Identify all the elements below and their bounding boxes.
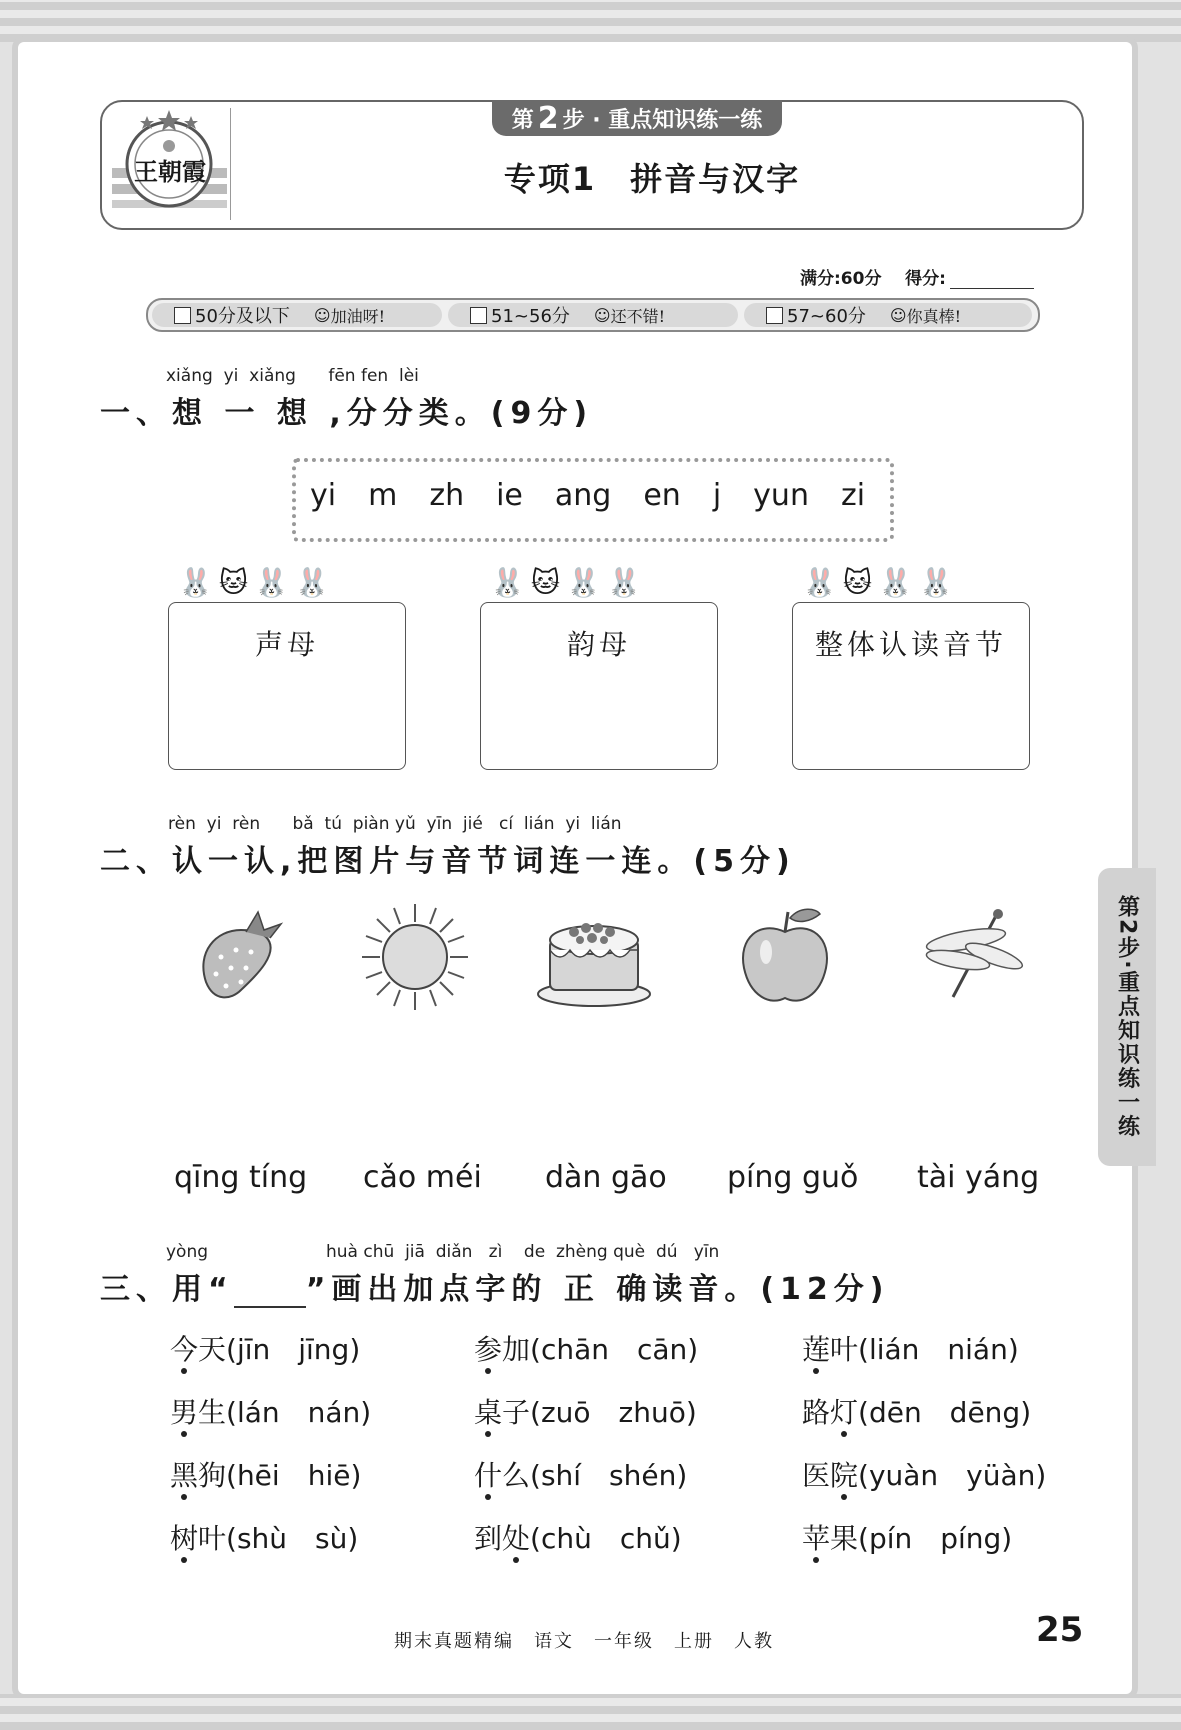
chinese-word: 黑狗	[170, 1459, 226, 1492]
pinyin-choice-item[interactable]	[802, 1391, 1031, 1431]
rating-item	[448, 303, 738, 327]
face-icon: ☺	[593, 305, 611, 325]
pinyin-choice-item[interactable]	[170, 1391, 371, 1431]
emphasis-dot	[181, 1368, 187, 1374]
score-line	[800, 264, 1034, 289]
bottom-border	[0, 1694, 1181, 1730]
pinyin-choice-item[interactable]	[802, 1517, 1012, 1557]
step-prefix: 第	[511, 107, 534, 133]
rating-comment: 你真棒!	[906, 306, 962, 326]
top-border	[0, 0, 1181, 42]
page-title: 专项1 拼音与汉字	[503, 160, 801, 198]
rating-range: 51~56分	[491, 306, 570, 327]
syllable-word[interactable]: qīng tíng	[174, 1160, 308, 1195]
pinyin-choice-item[interactable]	[170, 1328, 360, 1368]
pinyin-options[interactable]: (jīn jīng)	[226, 1333, 361, 1366]
category-label: 声母	[254, 628, 319, 661]
pinyin-options[interactable]: (shí shén)	[530, 1459, 688, 1492]
logo-text: 王朝霞	[134, 157, 206, 186]
q3-pinyin-yong: yòng	[166, 1242, 209, 1262]
rating-item	[152, 303, 442, 327]
letter: zi	[840, 478, 866, 513]
emphasis-dot	[813, 1368, 819, 1374]
side-tab: 第2步·重点知识练一练	[1098, 868, 1156, 1166]
letter: j	[712, 478, 722, 513]
rating-bar	[146, 298, 1040, 332]
page-number: 25	[1036, 1610, 1084, 1650]
pinyin-options[interactable]: (chù chǔ)	[530, 1522, 682, 1555]
letter: zh	[429, 478, 465, 513]
score-label: 得分:	[905, 269, 946, 289]
rating-range: 50分及以下	[195, 306, 290, 327]
emphasis-dot	[181, 1557, 187, 1563]
face-icon: ☺	[313, 305, 331, 325]
cake-icon[interactable]	[534, 902, 654, 1012]
pinyin-choice-item[interactable]	[474, 1328, 698, 1368]
pinyin-options[interactable]: (dēn dēng)	[858, 1396, 1032, 1429]
syllable-word[interactable]: dàn gāo	[545, 1160, 667, 1195]
footer: 期末真题精编 语文 一年级 上册 人教	[394, 1631, 774, 1652]
strawberry-icon[interactable]	[186, 902, 296, 1012]
chinese-word: 参加	[474, 1333, 530, 1366]
letter: yun	[753, 478, 809, 513]
letter: yi	[310, 478, 337, 513]
step-tab	[492, 100, 782, 136]
animal-decoration: 🐰🐱🐰🐰	[178, 566, 336, 599]
category-box[interactable]	[168, 602, 406, 770]
letter: en	[643, 478, 681, 513]
pinyin-choice-item[interactable]	[474, 1454, 687, 1494]
section-header	[100, 100, 1084, 230]
rating-item	[744, 303, 1032, 327]
pinyin-options[interactable]: (yuàn yüàn)	[858, 1459, 1047, 1492]
chinese-word: 树叶	[170, 1522, 226, 1555]
rating-comment: 还不错!	[610, 306, 666, 326]
emphasis-dot	[485, 1368, 491, 1374]
emphasis-dot	[841, 1494, 847, 1500]
syllable-word[interactable]: tài yáng	[917, 1160, 1040, 1195]
pinyin-options[interactable]: (zuō zhuō)	[530, 1396, 697, 1429]
chinese-word: 医院	[802, 1459, 858, 1492]
syllable-word[interactable]: píng guǒ	[727, 1160, 859, 1195]
emphasis-dot	[485, 1431, 491, 1437]
q3-title-a: 三、用“	[100, 1272, 234, 1307]
emphasis-dot	[813, 1557, 819, 1563]
face-icon: ☺	[889, 305, 907, 325]
step-suffix: 步 · 重点知识练一练	[562, 107, 763, 133]
chinese-word: 桌子	[474, 1396, 530, 1429]
chinese-word: 今天	[170, 1333, 226, 1366]
emphasis-dot	[181, 1431, 187, 1437]
pinyin-options[interactable]: (chān cān)	[530, 1333, 699, 1366]
full-score: 满分:60分	[800, 269, 882, 289]
q2-title: 二、认一认,把图片与音节词连一连。(5分)	[100, 844, 796, 879]
chinese-word: 苹果	[802, 1522, 858, 1555]
pinyin-options[interactable]: (lián nián)	[858, 1333, 1019, 1366]
pinyin-choice-item[interactable]	[170, 1517, 358, 1557]
animal-decoration: 🐰🐱🐰🐰	[490, 566, 648, 599]
underline-sample	[234, 1278, 306, 1308]
emphasis-dot	[181, 1494, 187, 1500]
q1-title: 一、想 一 想 ,分分类。(9分)	[100, 396, 594, 431]
checkbox[interactable]	[766, 307, 783, 324]
q1-pinyin: xiǎng yi xiǎng fēn fen lèi	[166, 366, 419, 386]
pinyin-options[interactable]: (lán nán)	[226, 1396, 372, 1429]
score-blank[interactable]	[950, 270, 1034, 289]
rating-comment: 加油呀!	[330, 306, 386, 326]
category-label: 韵母	[566, 628, 631, 661]
emphasis-dot	[841, 1431, 847, 1437]
chinese-word: 什么	[474, 1459, 530, 1492]
pinyin-choice-item[interactable]	[802, 1328, 1019, 1368]
q3-pinyin: huà chū jiā diǎn zì de zhèng què dú yīn	[326, 1242, 720, 1262]
letter: ang	[554, 478, 612, 513]
letter-list	[310, 478, 897, 513]
pinyin-choice-item[interactable]	[474, 1517, 682, 1557]
letter: ie	[496, 478, 523, 513]
dragonfly-icon[interactable]	[918, 902, 1028, 1012]
checkbox[interactable]	[174, 307, 191, 324]
chinese-word: 路灯	[802, 1396, 858, 1429]
category-box[interactable]	[480, 602, 718, 770]
step-number: 2	[537, 100, 559, 136]
syllable-word[interactable]: cǎo méi	[363, 1160, 482, 1195]
letter: m	[368, 478, 398, 513]
pinyin-options[interactable]: (shù sù)	[226, 1522, 359, 1555]
pinyin-options[interactable]: (pín píng)	[858, 1522, 1013, 1555]
q3-title	[100, 1264, 890, 1308]
pinyin-choice-item[interactable]	[170, 1454, 361, 1494]
pinyin-choice-item[interactable]	[802, 1454, 1046, 1494]
emphasis-dot	[513, 1557, 519, 1563]
chinese-word: 到处	[474, 1522, 530, 1555]
q3-title-b: ”画出加点字的 正 确读音。(12分)	[305, 1272, 890, 1307]
category-label: 整体认读音节	[814, 628, 1007, 661]
emphasis-dot	[485, 1494, 491, 1500]
rating-range: 57~60分	[787, 306, 866, 327]
apple-icon[interactable]	[730, 902, 840, 1012]
chinese-word: 莲叶	[802, 1333, 858, 1366]
checkbox[interactable]	[470, 307, 487, 324]
animal-decoration: 🐰🐱🐰🐰	[802, 566, 960, 599]
category-box[interactable]	[792, 602, 1030, 770]
pinyin-choice-item[interactable]	[474, 1391, 697, 1431]
pinyin-options[interactable]: (hēi hiē)	[226, 1459, 362, 1492]
chinese-word: 男生	[170, 1396, 226, 1429]
sun-icon[interactable]	[360, 902, 470, 1012]
q2-pinyin: rèn yi rèn bǎ tú piàn yǔ yīn jié cí lián yi lián	[168, 814, 622, 834]
